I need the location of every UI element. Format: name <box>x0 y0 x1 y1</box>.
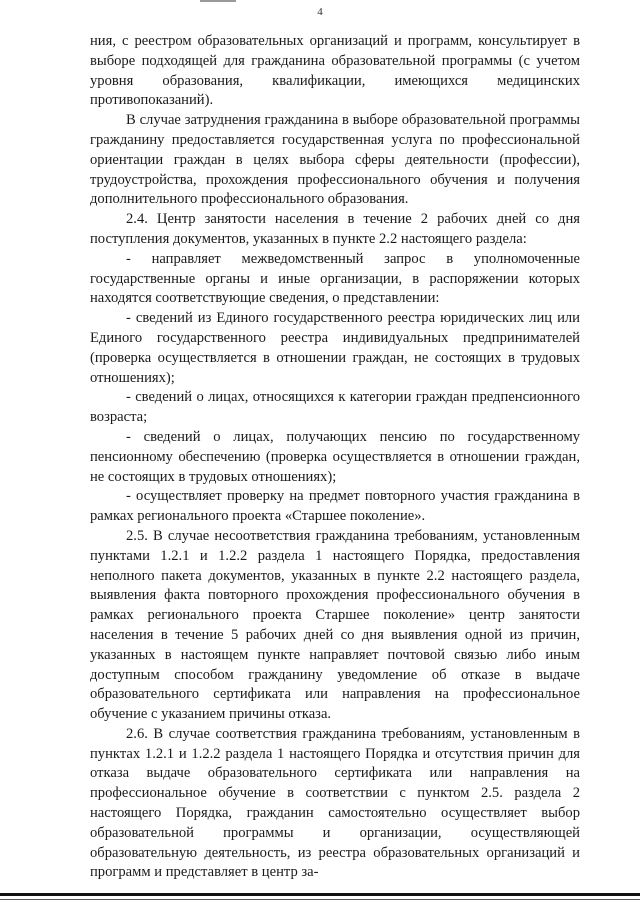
document-body <box>90 32 580 883</box>
paragraph-pension-info: - сведений о лицах, получающих пенсию по государственному пенсионному обеспечению (проверка осуществляется в отношении граждан, не состоящих в трудовых отношениях); <box>90 428 580 485</box>
paragraph-pre-pension-info: - сведений о лицах, относящихся к категории граждан предпенсионного возраста; <box>90 389 580 426</box>
paragraph-2-4: 2.4. Центр занятости населения в течение 2 рабочих дней со дня поступления документов, указанных в пункте 2.2 настоящего раздела: <box>90 211 580 247</box>
bottom-scan-edge-thin <box>0 899 640 900</box>
top-edge-mark <box>200 0 236 2</box>
paragraph-2-5: 2.5. В случае несоответствия гражданина требованиям, установленным пунктами 1.2.1 и 1.2.2 раздела 1 настоящего Порядка, предоставления неполного пакета документов, указанных в пункте 2.2 настоящего раздела, выявления факта повторного прохождения профессионального обучения в рамках регионального проекта Старшее поколение» центр занятости населения в течение 5 рабочих дней со дня выявления одной из причин, указанных в настоящем пункте направляет почтовой связью либо иным доступным способом гражданину уведомление об отказе в выдаче образовательного сертификата или направления на профессиональное обучение с указанием причины отказа. <box>90 527 580 723</box>
page-number: 4 <box>317 6 323 18</box>
paragraph-continuation: ния, с реестром образовательных организаций и программ, консультирует в выборе подходящей для гражданина образовательной программы (с учетом уровня образования, квалификации, имеющихся медицинских противопоказаний). <box>90 33 580 109</box>
paragraph-interagency-request: - направляет межведомственный запрос в уполномоченные государственные органы и иные организации, в распоряжении которых находятся соответствующие сведения, о представлении: <box>90 250 580 307</box>
paragraph-registry-info: - сведений из Единого государственного реестра юридических лиц или Единого государственного реестра индивидуальных предпринимателей (проверка осуществляется в отношении граждан, не состоящих в трудовых отношениях); <box>90 310 580 386</box>
bottom-scan-edge <box>0 893 640 896</box>
paragraph-repeat-check: - осуществляет проверку на предмет повторного участия гражданина в рамках регионального проекта «Старшее поколение». <box>90 488 580 525</box>
paragraph-2-6: 2.6. В случае соответствия гражданина требованиям, установленным в пунктах 1.2.1 и 1.2.2 раздела 1 настоящего Порядка и отсутствия причин для отказа выдаче образовательного сертификата или направления на профессиональное обучение в соответствии с пунктом 2.5. раздела 2 настоящего Порядка, гражданин самостоятельно осуществляет выбор образовательной программы и организации, осуществляющей образовательную деятельность, из реестра образовательных организаций и программ и представляет в центр за- <box>90 725 580 881</box>
paragraph-career-guidance: В случае затруднения гражданина в выборе образовательной программы гражданину предоставляется государственная услуга по профессиональной ориентации граждан в целях выбора сферы деятельности (профессии), трудоустройства, прохождения профессионального обучения и получения дополнительного профессионального образования. <box>90 112 580 208</box>
